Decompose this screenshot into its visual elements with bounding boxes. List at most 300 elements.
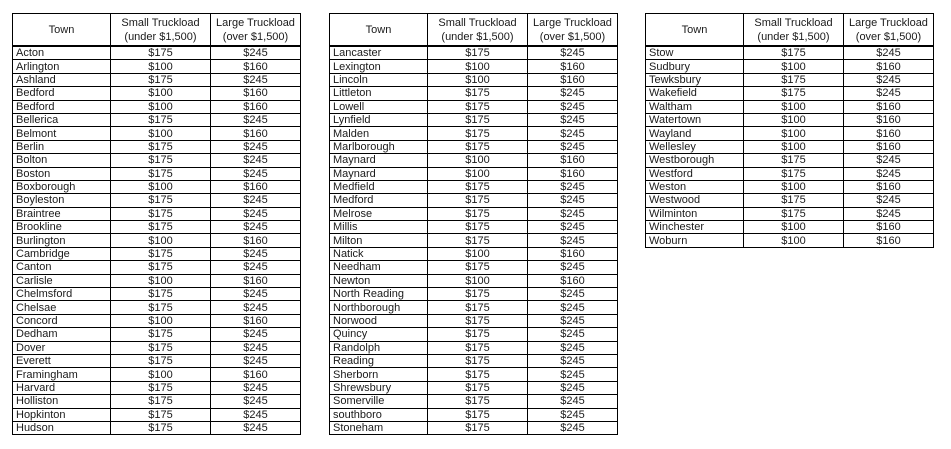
town-cell: Malden [330,127,428,140]
table-row [13,395,301,408]
small-truckload-cell: $100 [428,60,528,73]
town-cell: Brookline [13,221,111,234]
large-truckload-cell: $245 [528,207,618,220]
table-row [646,180,934,193]
small-truckload-cell: $175 [428,127,528,140]
pricing-table-towns-a-h [12,13,301,435]
town-cell: Bolton [13,154,111,167]
small-truckload-cell: $175 [111,207,211,220]
town-column-header: Town [13,14,111,47]
small-truckload-cell: $175 [428,288,528,301]
table-row [13,421,301,434]
town-cell: Chelmsford [13,288,111,301]
small-truckload-cell: $100 [428,167,528,180]
small-truckload-column-header [744,14,844,47]
table-row [646,127,934,140]
large-truckload-cell: $245 [211,46,301,60]
large-truckload-cell: $245 [528,341,618,354]
table-row [330,368,618,381]
large-truckload-cell: $245 [528,194,618,207]
small-truckload-cell: $175 [428,261,528,274]
town-cell: Boyleston [13,194,111,207]
large-truckload-cell: $245 [528,314,618,327]
table-row [330,194,618,207]
large-truckload-cell: $245 [528,221,618,234]
town-cell: Hudson [13,421,111,434]
table-row [330,154,618,167]
table-row [13,368,301,381]
small-truckload-cell: $100 [744,140,844,153]
town-cell: Wellesley [646,140,744,153]
small-truckload-cell: $175 [744,87,844,100]
small-truckload-cell: $175 [428,234,528,247]
large-truckload-cell: $160 [211,368,301,381]
table-row [13,234,301,247]
small-truckload-cell: $100 [744,221,844,234]
large-truckload-cell: $245 [528,288,618,301]
small-truckload-cell: $175 [428,100,528,113]
large-truckload-cell: $245 [528,381,618,394]
table-row [330,274,618,287]
large-truckload-cell: $245 [844,154,934,167]
table-row [646,140,934,153]
table-row [13,46,301,60]
small-truckload-cell: $175 [428,140,528,153]
town-cell: Canton [13,261,111,274]
table-row [330,113,618,126]
table-row [13,60,301,73]
large-truckload-cell: $245 [844,194,934,207]
large-truckload-column-header [211,14,301,47]
large-truckload-cell: $245 [211,167,301,180]
header-row [646,14,934,47]
town-cell: Arlington [13,60,111,73]
small-truckload-cell: $175 [428,301,528,314]
large-truckload-cell: $160 [844,180,934,193]
table-row [330,421,618,434]
table-body [13,46,301,435]
town-cell: Chelsae [13,301,111,314]
town-cell: Marlborough [330,140,428,153]
town-cell: Westwood [646,194,744,207]
large-truckload-cell: $245 [211,328,301,341]
small-truckload-cell: $175 [428,368,528,381]
table-row [646,73,934,86]
town-cell: Bedford [13,87,111,100]
town-cell: Everett [13,354,111,367]
table-row [330,221,618,234]
large-truckload-column-header [844,14,934,47]
table-row [646,100,934,113]
large-truckload-cell: $245 [528,180,618,193]
town-cell: Westford [646,167,744,180]
table-row [330,247,618,260]
large-truckload-cell: $245 [211,408,301,421]
small-truckload-header-line1: Small Truckload [754,16,833,29]
table-row [13,194,301,207]
table-row [646,221,934,234]
town-cell: Stow [646,46,744,60]
large-truckload-cell: $245 [528,127,618,140]
table-row [13,154,301,167]
table-row [13,167,301,180]
small-truckload-cell: $175 [428,408,528,421]
town-cell: Norwood [330,314,428,327]
town-cell: Lowell [330,100,428,113]
small-truckload-cell: $100 [428,274,528,287]
small-truckload-cell: $100 [744,60,844,73]
small-truckload-cell: $100 [111,127,211,140]
table-row [646,87,934,100]
small-truckload-cell: $100 [744,180,844,193]
table-row [330,408,618,421]
small-truckload-cell: $175 [428,207,528,220]
table-row [646,194,934,207]
town-cell: Maynard [330,167,428,180]
town-cell: Carlisle [13,274,111,287]
small-truckload-cell: $175 [428,395,528,408]
small-truckload-cell: $100 [744,100,844,113]
town-cell: Needham [330,261,428,274]
small-truckload-cell: $175 [111,194,211,207]
large-truckload-cell: $245 [528,328,618,341]
table-row [13,341,301,354]
town-cell: Medford [330,194,428,207]
table-row [13,408,301,421]
small-truckload-cell: $175 [111,288,211,301]
town-cell: Quincy [330,328,428,341]
large-truckload-header-line1: Large Truckload [216,16,295,29]
table-row [646,46,934,60]
small-truckload-column-header [111,14,211,47]
large-truckload-cell: $245 [844,87,934,100]
table-row [330,328,618,341]
small-truckload-cell: $175 [111,328,211,341]
large-truckload-cell: $245 [528,100,618,113]
small-truckload-cell: $175 [428,180,528,193]
small-truckload-header-line1: Small Truckload [438,16,517,29]
town-cell: Newton [330,274,428,287]
large-truckload-cell: $245 [211,113,301,126]
small-truckload-cell: $175 [111,421,211,434]
town-cell: Wakefield [646,87,744,100]
large-truckload-cell: $245 [211,395,301,408]
town-cell: North Reading [330,288,428,301]
large-truckload-cell: $160 [528,167,618,180]
table-row [13,180,301,193]
large-truckload-cell: $245 [211,354,301,367]
small-truckload-cell: $175 [111,221,211,234]
small-truckload-cell: $100 [111,368,211,381]
large-truckload-header-line1: Large Truckload [849,16,928,29]
town-cell: Cambridge [13,247,111,260]
large-truckload-cell: $160 [211,87,301,100]
table-row [13,73,301,86]
town-cell: Belmont [13,127,111,140]
large-truckload-cell: $245 [211,381,301,394]
town-cell: Dover [13,341,111,354]
pricing-table [12,13,301,435]
pricing-table-towns-l-s [329,13,618,435]
large-truckload-cell: $245 [528,46,618,60]
small-truckload-cell: $175 [428,314,528,327]
table-row [13,127,301,140]
town-cell: Concord [13,314,111,327]
table-row [13,301,301,314]
town-cell: Harvard [13,381,111,394]
small-truckload-cell: $175 [744,194,844,207]
large-truckload-cell: $245 [528,395,618,408]
table-row [646,60,934,73]
large-truckload-cell: $245 [844,167,934,180]
town-cell: Lynfield [330,113,428,126]
pricing-table [645,13,934,248]
large-truckload-cell: $160 [211,274,301,287]
small-truckload-cell: $175 [428,341,528,354]
table-row [13,354,301,367]
table-row [330,234,618,247]
large-truckload-cell: $245 [211,221,301,234]
town-cell: Stoneham [330,421,428,434]
large-truckload-cell: $245 [211,421,301,434]
table-row [330,46,618,60]
town-cell: Ashland [13,73,111,86]
town-cell: Natick [330,247,428,260]
town-cell: Bellerica [13,113,111,126]
table-row [330,381,618,394]
table-row [330,207,618,220]
small-truckload-cell: $175 [428,354,528,367]
large-truckload-cell: $160 [211,234,301,247]
small-truckload-cell: $175 [111,395,211,408]
town-cell: Medfield [330,180,428,193]
small-truckload-cell: $100 [111,60,211,73]
large-truckload-cell: $245 [528,261,618,274]
table-row [13,381,301,394]
large-truckload-cell: $245 [211,247,301,260]
town-cell: Braintree [13,207,111,220]
small-truckload-cell: $175 [428,421,528,434]
table-row [330,261,618,274]
town-cell: Winchester [646,221,744,234]
town-column-header: Town [646,14,744,47]
large-truckload-cell: $245 [528,301,618,314]
large-truckload-cell: $245 [211,261,301,274]
small-truckload-cell: $175 [111,73,211,86]
town-cell: Acton [13,46,111,60]
small-truckload-cell: $175 [744,207,844,220]
large-truckload-cell: $160 [211,127,301,140]
town-cell: Holliston [13,395,111,408]
table-row [330,354,618,367]
table-row [13,100,301,113]
large-truckload-cell: $160 [528,154,618,167]
small-truckload-cell: $175 [111,140,211,153]
table-row [646,207,934,220]
table-row [330,100,618,113]
town-cell: Tewksbury [646,73,744,86]
large-truckload-cell: $160 [844,60,934,73]
large-truckload-cell: $245 [844,73,934,86]
town-cell: Berlin [13,140,111,153]
table-row [330,140,618,153]
town-cell: Wilminton [646,207,744,220]
large-truckload-cell: $245 [528,87,618,100]
small-truckload-cell: $100 [111,274,211,287]
small-truckload-cell: $100 [111,234,211,247]
small-truckload-cell: $175 [744,154,844,167]
table-row [13,274,301,287]
table-row [330,341,618,354]
town-cell: Boxborough [13,180,111,193]
small-truckload-cell: $175 [744,46,844,60]
large-truckload-cell: $245 [211,73,301,86]
table-row [646,167,934,180]
large-truckload-cell: $160 [528,274,618,287]
large-truckload-cell: $245 [211,207,301,220]
table-row [330,180,618,193]
table-row [13,314,301,327]
small-truckload-column-header [428,14,528,47]
small-truckload-cell: $100 [744,127,844,140]
large-truckload-cell: $160 [211,314,301,327]
small-truckload-cell: $175 [111,46,211,60]
table-row [330,87,618,100]
small-truckload-cell: $175 [428,87,528,100]
large-truckload-cell: $160 [844,127,934,140]
table-row [13,221,301,234]
table-row [646,113,934,126]
pricing-table [329,13,618,435]
large-truckload-cell: $160 [844,221,934,234]
large-truckload-cell: $160 [844,140,934,153]
large-truckload-cell: $245 [844,207,934,220]
small-truckload-cell: $175 [111,261,211,274]
pricing-table-towns-s-w [645,13,934,248]
small-truckload-header-line2: (under $1,500) [124,30,197,43]
small-truckload-cell: $175 [111,167,211,180]
small-truckload-cell: $100 [111,87,211,100]
small-truckload-cell: $100 [744,113,844,126]
small-truckload-cell: $175 [428,221,528,234]
large-truckload-cell: $160 [211,60,301,73]
town-cell: southboro [330,408,428,421]
large-truckload-cell: $245 [528,234,618,247]
town-cell: Woburn [646,234,744,247]
large-truckload-cell: $245 [528,113,618,126]
table-row [330,167,618,180]
large-truckload-cell: $245 [528,354,618,367]
town-cell: Bedford [13,100,111,113]
small-truckload-cell: $175 [428,46,528,60]
small-truckload-cell: $175 [428,194,528,207]
table-row [330,395,618,408]
table-row [330,60,618,73]
large-truckload-cell: $160 [211,100,301,113]
table-row [646,154,934,167]
table-row [330,127,618,140]
small-truckload-cell: $175 [111,354,211,367]
town-cell: Shrewsbury [330,381,428,394]
table-body [646,46,934,247]
town-cell: Lancaster [330,46,428,60]
town-column-header: Town [330,14,428,47]
large-truckload-cell: $160 [844,234,934,247]
small-truckload-header-line2: (under $1,500) [441,30,514,43]
town-cell: Westborough [646,154,744,167]
table-row [13,140,301,153]
small-truckload-header-line2: (under $1,500) [757,30,830,43]
large-truckload-cell: $245 [211,301,301,314]
large-truckload-cell: $160 [844,113,934,126]
large-truckload-cell: $245 [528,140,618,153]
large-truckload-header-line2: (over $1,500) [222,30,289,43]
small-truckload-cell: $100 [111,180,211,193]
large-truckload-cell: $245 [844,46,934,60]
header-row [330,14,618,47]
small-truckload-cell: $175 [111,381,211,394]
small-truckload-cell: $175 [111,154,211,167]
table-row [13,87,301,100]
small-truckload-cell: $175 [111,113,211,126]
large-truckload-column-header [528,14,618,47]
large-truckload-cell: $245 [528,408,618,421]
large-truckload-cell: $160 [528,247,618,260]
small-truckload-cell: $100 [428,247,528,260]
large-truckload-cell: $245 [211,140,301,153]
town-cell: Waltham [646,100,744,113]
large-truckload-cell: $160 [844,100,934,113]
small-truckload-cell: $175 [111,408,211,421]
large-truckload-cell: $160 [211,180,301,193]
small-truckload-cell: $175 [428,113,528,126]
table-row [330,73,618,86]
large-truckload-header-line1: Large Truckload [533,16,612,29]
small-truckload-cell: $175 [744,167,844,180]
town-cell: Maynard [330,154,428,167]
table-row [13,261,301,274]
town-cell: Dedham [13,328,111,341]
small-truckload-cell: $175 [428,381,528,394]
large-truckload-header-line2: (over $1,500) [855,30,922,43]
table-row [13,113,301,126]
town-cell: Littleton [330,87,428,100]
small-truckload-cell: $100 [744,234,844,247]
town-cell: Lexington [330,60,428,73]
town-cell: Watertown [646,113,744,126]
small-truckload-header-line1: Small Truckload [121,16,200,29]
small-truckload-cell: $100 [111,100,211,113]
town-cell: Boston [13,167,111,180]
town-cell: Sherborn [330,368,428,381]
table-body [330,46,618,435]
large-truckload-header-line2: (over $1,500) [539,30,606,43]
town-cell: Northborough [330,301,428,314]
table-row [330,314,618,327]
small-truckload-cell: $100 [428,154,528,167]
town-cell: Lincoln [330,73,428,86]
small-truckload-cell: $175 [428,328,528,341]
table-row [13,247,301,260]
town-cell: Weston [646,180,744,193]
large-truckload-cell: $245 [211,194,301,207]
town-cell: Hopkinton [13,408,111,421]
town-cell: Milton [330,234,428,247]
large-truckload-cell: $160 [528,60,618,73]
town-cell: Reading [330,354,428,367]
town-cell: Burlington [13,234,111,247]
table-row [13,207,301,220]
